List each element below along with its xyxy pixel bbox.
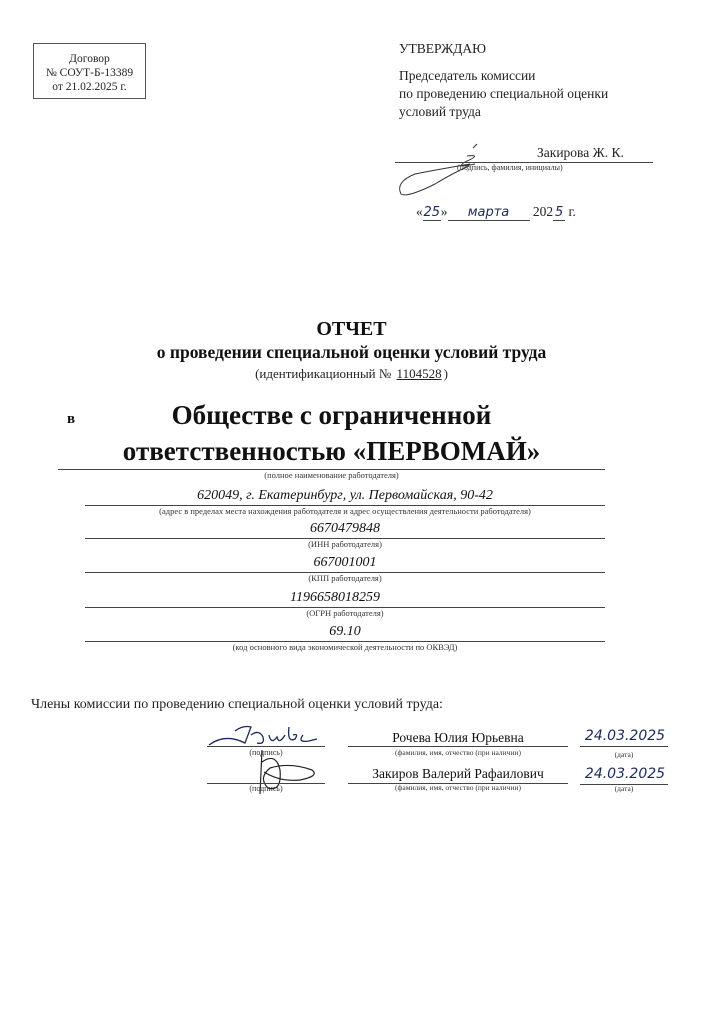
member-date-hint: (дата) [614,784,634,793]
report-title: ОТЧЕТ [316,318,387,340]
approval-date [416,204,576,221]
approval-name-hint: (подпись, фамилия, инициалы) [457,163,563,172]
member-signature-hint: (подпись) [249,748,283,757]
date-year-prefix: 202 [532,204,554,219]
member-date: 24.03.2025 [584,766,666,782]
date-year-unit: г. [568,204,576,219]
member-name: Закиров Валерий Рафаилович [372,766,544,781]
inn-hint: (ИНН работодателя) [308,539,382,549]
date-day: 25 [423,205,441,220]
member-date: 24.03.2025 [584,728,666,744]
employer-name-hint: (полное наименование работодателя) [264,470,399,480]
report-id-suffix: ) [443,366,448,381]
okved-hint: (код основного вида экономической деятельности по ОКВЭД) [232,642,458,652]
member-name-line [348,746,568,747]
member-name: Рочева Юлия Юрьевна [392,730,524,745]
member-name-hint: (фамилия, имя, отчество (при наличии) [395,748,521,757]
date-close-quote: » [440,204,448,219]
member-name-hint: (фамилия, имя, отчество (при наличии) [395,783,521,792]
date-month: марта [448,205,530,221]
approval-position-line3: условий труда [399,104,481,119]
employer-prefix: в [67,411,76,427]
member-signature-line [207,746,325,747]
report-id-prefix: (идентификационный № [255,366,392,381]
contract-label: Договор [69,53,110,65]
approval-position-line2: по проведению специальной оценки [399,86,609,101]
address-hint: (адрес в пределах места нахождения работодателя и адрес осуществления деятельности работодателя) [159,506,531,516]
approval-heading: УТВЕРЖДАЮ [399,41,487,56]
employer-inn: 6670479848 [310,521,380,536]
employer-kpp: 667001001 [313,555,377,570]
commission-heading: Члены комиссии по проведению специальной оценки условий труда: [31,697,443,712]
employer-name [58,397,605,469]
employer-address: 620049, г. Екатеринбург, ул. Первомайская, 90-42 [197,488,493,503]
report-id [0,366,703,382]
member-date-hint: (дата) [614,750,634,759]
contract-stamp-box [33,43,146,99]
contract-date: от 21.02.2025 г. [52,81,127,93]
report-id-number: 1104528 [396,366,442,381]
kpp-hint: (КПП работодателя) [308,573,382,583]
employer-name-line2: ответственностью «ПЕРВОМАЙ» [122,436,541,466]
date-year-suffix: 5 [554,205,564,220]
ogrn-hint: (ОГРН работодателя) [306,608,384,618]
employer-okved: 69.10 [329,624,361,639]
member-date-line [580,746,668,747]
member-signature-hint: (подпись) [249,784,283,793]
employer-name-line1: Обществе с ограниченной [171,400,492,430]
approval-position [399,67,608,121]
approval-name: Закирова Ж. К. [537,145,624,160]
employer-ogrn: 1196658018259 [290,590,380,605]
contract-number: № СОУТ-Б-13389 [45,67,134,79]
report-subtitle: о проведении специальной оценки условий труда [156,342,547,362]
approval-position-line1: Председатель комиссии [399,68,536,83]
date-open-quote: « [416,204,423,219]
